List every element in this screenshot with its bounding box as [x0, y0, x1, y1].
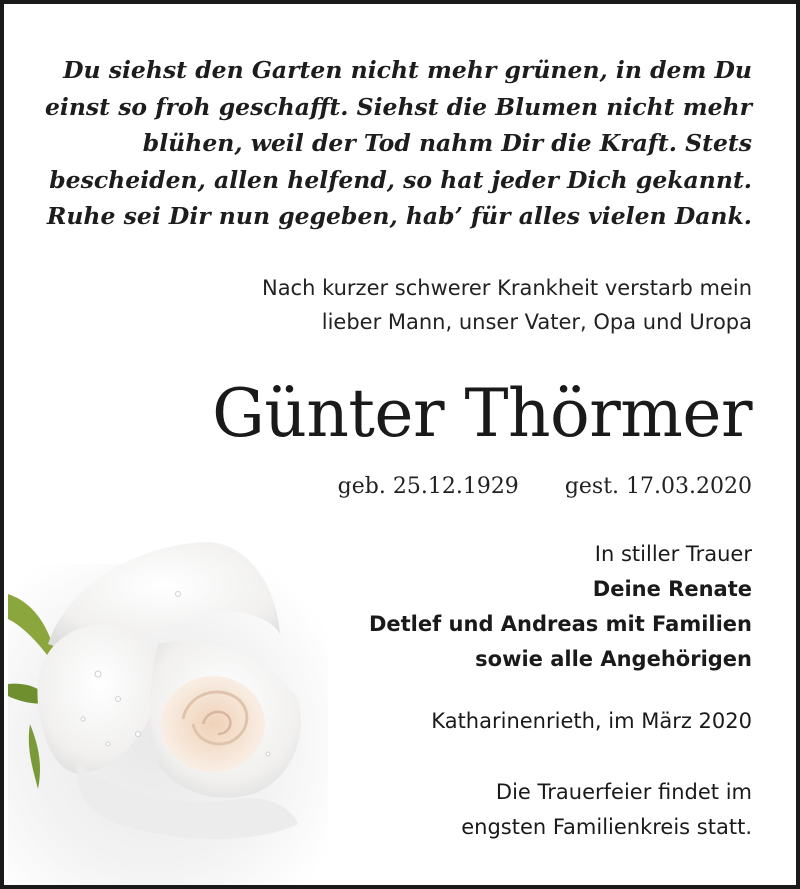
mourners-block: [292, 537, 752, 677]
mourner-name: Detlef und Andreas mit Familien: [368, 612, 752, 636]
poem-line: bescheiden, allen helfend, so hat jeder Dich gekannt.: [49, 165, 752, 194]
life-dates: [338, 470, 752, 504]
service-line: Die Trauerfeier findet im: [495, 780, 752, 804]
white-rose-icon: [8, 524, 328, 889]
announcement-line: lieber Mann, unser Vater, Opa und Uropa: [321, 310, 752, 334]
mourning-heading: In stiller Trauer: [594, 542, 752, 566]
poem-line: Du siehst den Garten nicht mehr grünen, in dem Du: [63, 56, 752, 84]
poem-line: einst so froh geschafft. Siehst die Blumen nicht mehr: [44, 92, 752, 121]
place-and-date: Katharinenrieth, im März 2020: [431, 709, 752, 733]
service-line: engsten Familienkreis statt.: [461, 815, 752, 839]
poem-line: blühen, weil der Tod nahm Dir die Kraft. Stets: [142, 129, 752, 157]
death-announcement: [112, 271, 752, 339]
poem-line: Ruhe sei Dir nun gegeben, hab’ für alles vielen Dank.: [46, 202, 752, 230]
deceased-name: Günter Thörmer: [212, 375, 752, 452]
memorial-poem: [32, 52, 752, 235]
mourner-name: Deine Renate: [592, 577, 752, 601]
mourner-name: sowie alle Angehörigen: [475, 647, 752, 671]
announcement-line: Nach kurzer schwerer Krankheit verstarb mein: [261, 276, 752, 300]
birth-date: geb. 25.12.1929: [337, 474, 519, 499]
funeral-service-note: [332, 775, 752, 845]
death-date: gest. 17.03.2020: [564, 474, 752, 499]
